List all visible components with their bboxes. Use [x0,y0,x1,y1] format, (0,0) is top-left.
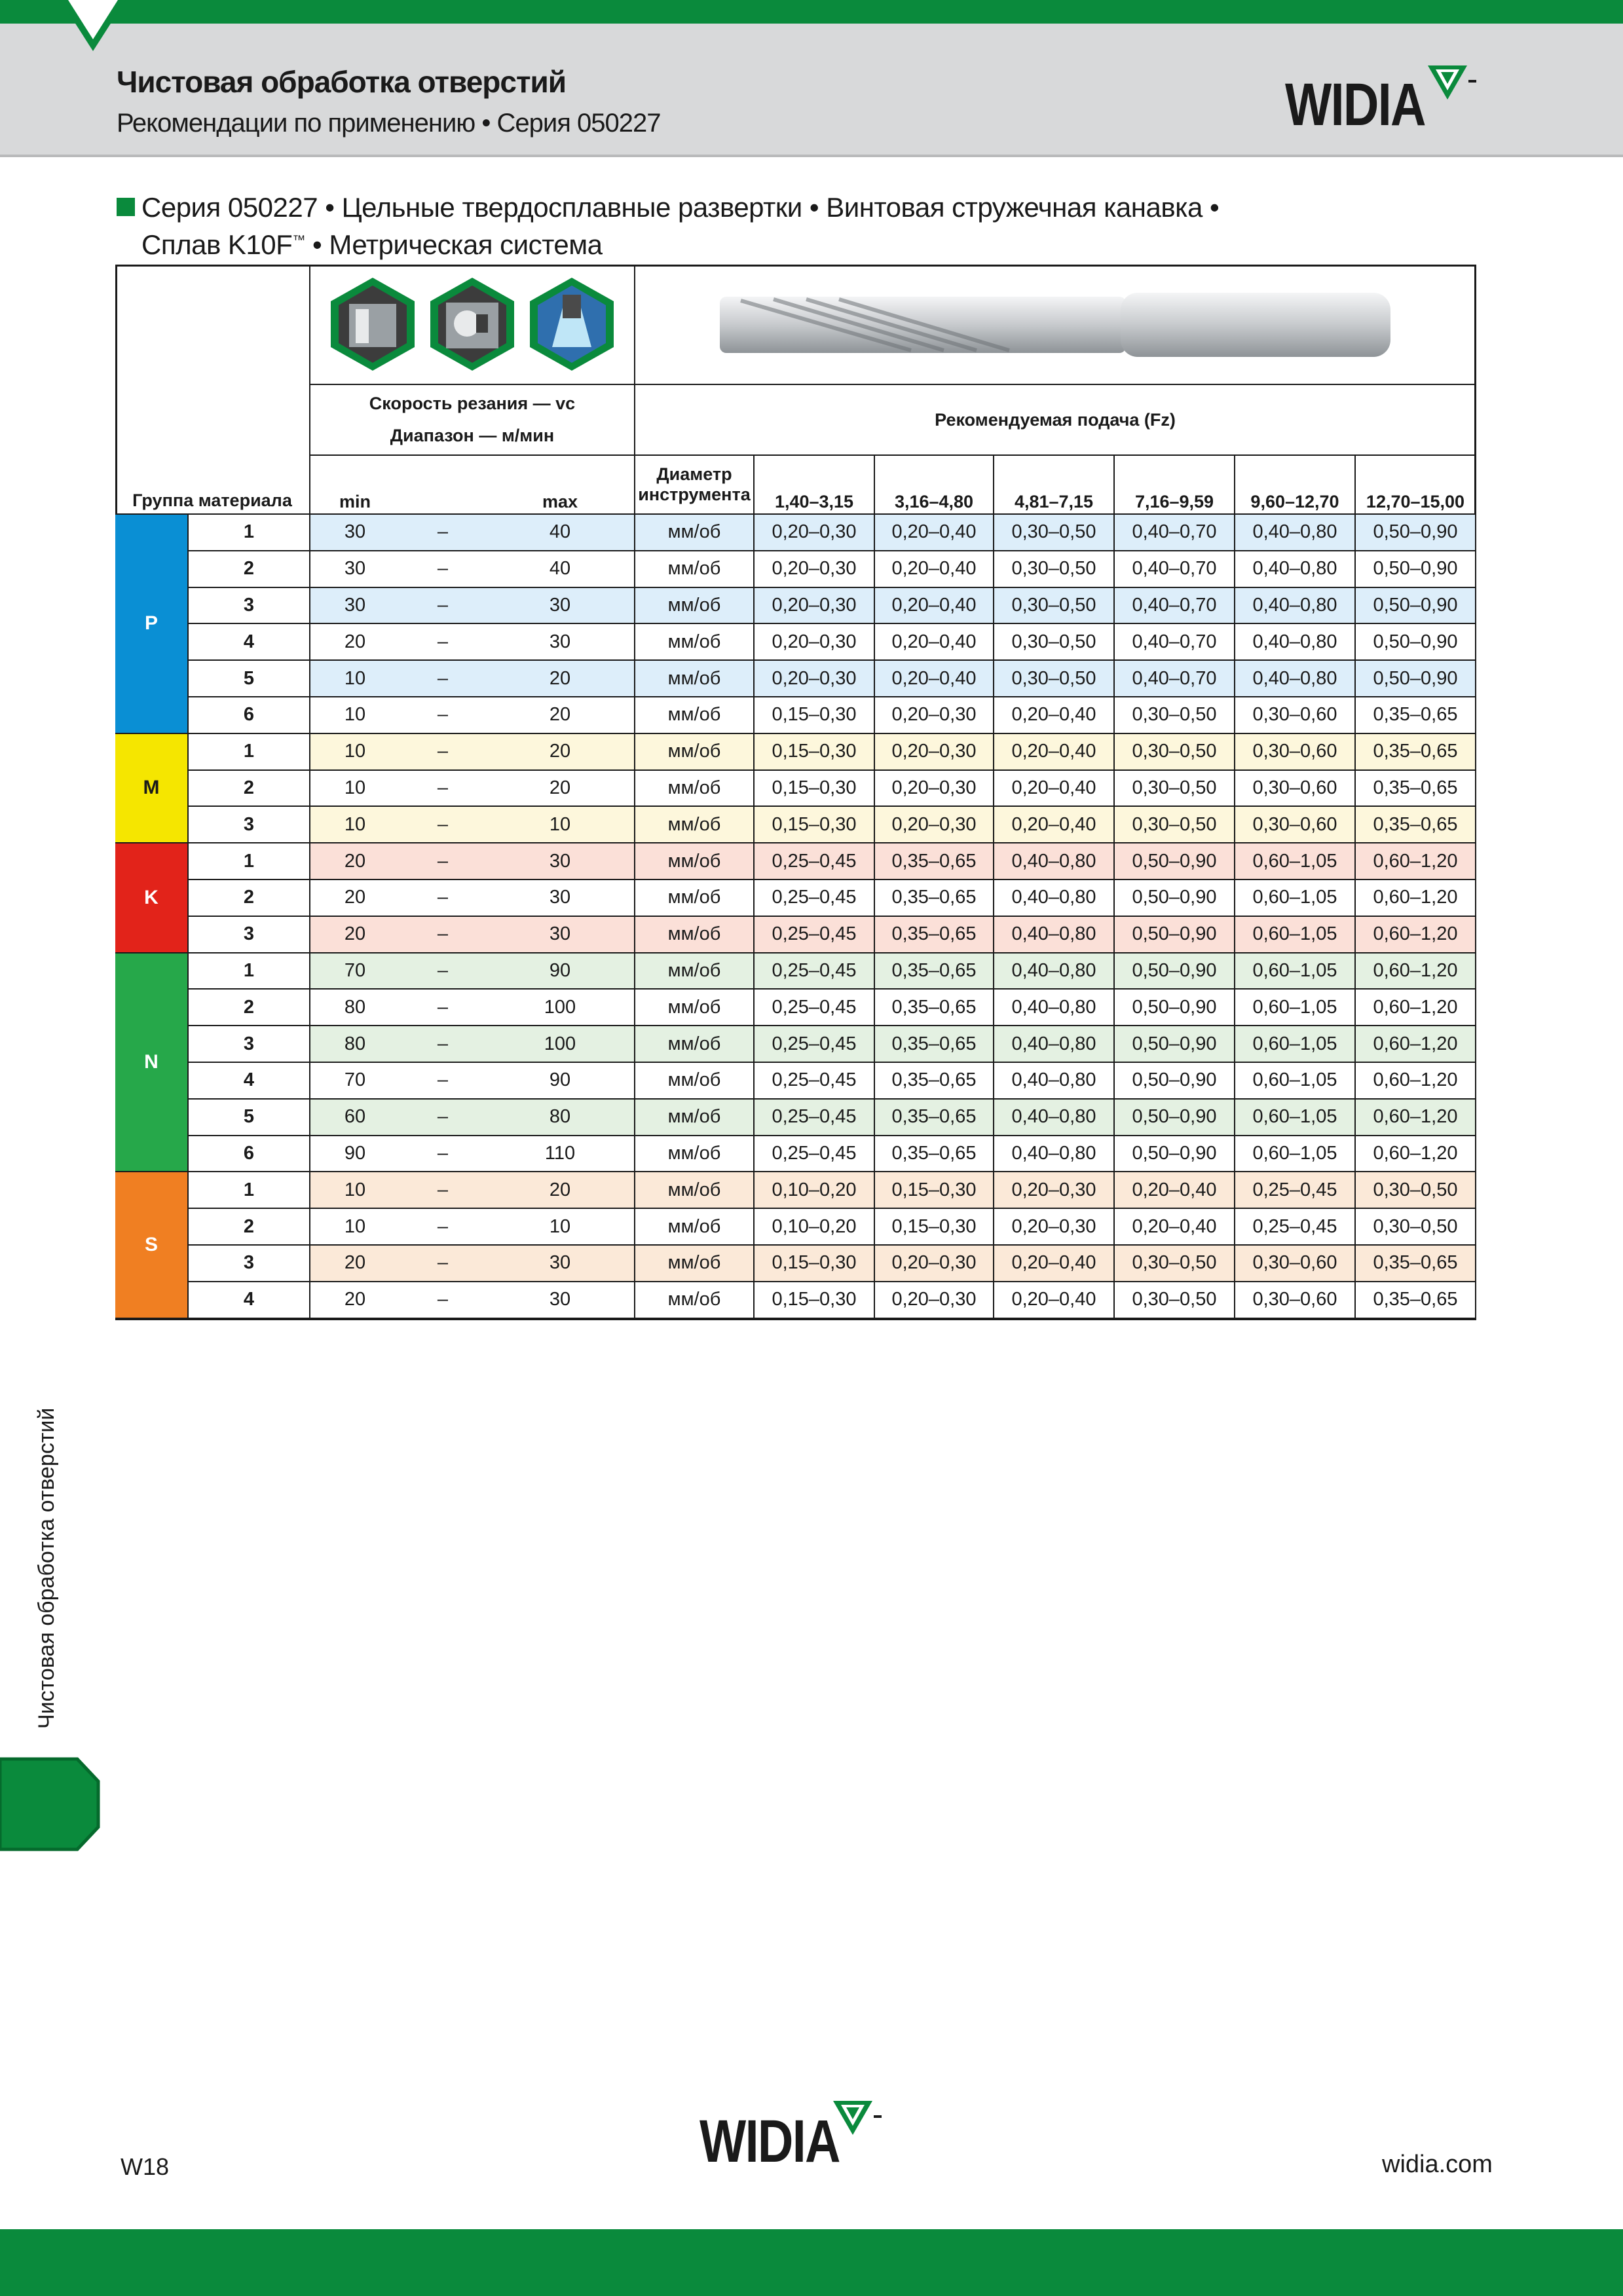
interrupted-hole-icon [426,275,518,373]
feed-value: 0,25–0,45 [755,1136,875,1173]
sub-group-number: 4 [189,1282,310,1319]
feed-value: 0,25–0,45 [1235,1172,1356,1209]
feed-value: 0,40–0,80 [1235,624,1356,661]
reamer-tool-image [635,265,1475,385]
widia-logo-bottom: WIDIA [700,2108,840,2175]
widia-logo-mark-bottom [832,2098,884,2138]
feed-value: 0,20–0,40 [994,1246,1115,1282]
speed-max: 10 [486,807,635,843]
feed-value: 0,40–0,80 [994,1100,1115,1136]
feed-value: 0,35–0,65 [875,880,994,917]
feed-value: 0,20–0,30 [994,1209,1115,1246]
feed-value: 0,50–0,90 [1115,917,1235,954]
speed-min: 10 [310,1172,400,1209]
feed-unit: мм/об [635,551,755,588]
feed-unit: мм/об [635,1063,755,1100]
feed-value: 0,30–0,50 [994,551,1115,588]
feed-value: 0,20–0,30 [994,1172,1115,1209]
feed-unit: мм/об [635,1136,755,1173]
feed-value: 0,60–1,20 [1356,880,1475,917]
feed-header: Рекомендуемая подача (Fz) [635,385,1475,456]
through-hole-icon [327,275,419,373]
speed-min: 20 [310,917,400,954]
material-group-s: S [115,1172,189,1318]
feed-value: 0,20–0,40 [994,807,1115,843]
feed-unit: мм/об [635,807,755,843]
feed-value: 0,30–0,60 [1235,734,1356,771]
sub-group-number: 1 [189,954,310,990]
diameter-range-header: 12,70–15,00 [1356,456,1475,515]
feed-unit: мм/об [635,697,755,734]
feed-value: 0,40–0,80 [994,917,1115,954]
speed-min: 80 [310,990,400,1026]
feed-value: 0,40–0,80 [994,954,1115,990]
feed-value: 0,35–0,65 [1356,697,1475,734]
trademark-mark: ™ [292,233,305,248]
feed-value: 0,50–0,90 [1356,661,1475,697]
feed-value: 0,40–0,70 [1115,515,1235,551]
feed-value: 0,50–0,90 [1115,843,1235,880]
reamer-tool-image-svg [715,285,1396,363]
feed-value: 0,20–0,40 [875,551,994,588]
feed-value: 0,30–0,50 [1115,1282,1235,1319]
diameter-header: Диаметр инструмента [635,456,755,515]
feed-value: 0,30–0,50 [994,588,1115,625]
feed-value: 0,30–0,50 [1115,734,1235,771]
sub-group-number: 6 [189,1136,310,1173]
feed-value: 0,25–0,45 [755,880,875,917]
feed-value: 0,50–0,90 [1115,1136,1235,1173]
header-notch-inner [68,0,118,39]
feed-value: 0,50–0,90 [1356,515,1475,551]
widia-logo-mark [1427,63,1479,102]
feed-value: 0,15–0,30 [755,1246,875,1282]
feed-value: 0,10–0,20 [755,1172,875,1209]
speed-min: 30 [310,551,400,588]
feed-value: 0,40–0,70 [1115,661,1235,697]
feed-value: 0,60–1,05 [1235,1136,1356,1173]
speed-max: 30 [486,917,635,954]
feed-value: 0,60–1,05 [1235,917,1356,954]
feed-value: 0,20–0,30 [755,624,875,661]
feed-value: 0,25–0,45 [1235,1209,1356,1246]
feed-value: 0,35–0,65 [875,990,994,1026]
sub-group-number: 2 [189,771,310,807]
speed-min: 20 [310,624,400,661]
material-group-p: P [115,515,189,734]
speed-dash: – [400,661,486,697]
feed-value: 0,35–0,65 [875,1063,994,1100]
feed-value: 0,20–0,30 [875,697,994,734]
feed-unit: мм/об [635,661,755,697]
feed-value: 0,30–0,50 [1115,697,1235,734]
page-subtitle: Рекомендации по применению • Серия 050227 [117,109,661,138]
feed-value: 0,15–0,30 [875,1209,994,1246]
feed-value: 0,35–0,65 [875,1136,994,1173]
feed-value: 0,20–0,30 [755,551,875,588]
section-title-alloy: Сплав K10F [141,229,293,260]
speed-dash: – [400,697,486,734]
sub-group-number: 5 [189,661,310,697]
feed-value: 0,20–0,30 [875,807,994,843]
speed-dash: – [400,990,486,1026]
feed-value: 0,50–0,90 [1115,880,1235,917]
section-title-system: • Метрическая система [305,229,603,260]
feed-value: 0,50–0,90 [1115,1026,1235,1063]
speed-dash: – [400,917,486,954]
feed-value: 0,30–0,60 [1235,807,1356,843]
page-number: W18 [121,2153,170,2180]
speed-range-label: Диапазон — м/мин [390,426,555,445]
feed-value: 0,30–0,50 [1356,1209,1475,1246]
feed-value: 0,20–0,40 [875,588,994,625]
feed-value: 0,20–0,40 [994,697,1115,734]
sub-group-number: 3 [189,917,310,954]
feed-value: 0,20–0,30 [755,661,875,697]
feed-value: 0,40–0,80 [1235,515,1356,551]
feed-value: 0,30–0,60 [1235,697,1356,734]
feed-value: 0,40–0,80 [994,1026,1115,1063]
feed-value: 0,25–0,45 [755,917,875,954]
feed-value: 0,50–0,90 [1115,1063,1235,1100]
side-tab-label: Чистовая обработка отверстий [34,1407,59,1729]
feed-value: 0,20–0,40 [994,734,1115,771]
speed-header [310,385,635,456]
feed-value: 0,40–0,80 [1235,551,1356,588]
speed-min: 70 [310,1063,400,1100]
speed-max: 80 [486,1100,635,1136]
speed-dash: – [400,954,486,990]
speed-min: 10 [310,661,400,697]
diameter-range-header: 4,81–7,15 [994,456,1115,515]
material-group-m: M [115,734,189,843]
feed-value: 0,40–0,70 [1115,551,1235,588]
speed-max: 40 [486,515,635,551]
speed-max: 20 [486,697,635,734]
sub-group-number: 3 [189,807,310,843]
speed-max: 110 [486,1136,635,1173]
diameter-range-header: 1,40–3,15 [755,456,875,515]
feed-unit: мм/об [635,1246,755,1282]
speed-dash: – [400,1026,486,1063]
speed-max: 90 [486,1063,635,1100]
feed-value: 0,20–0,40 [1115,1209,1235,1246]
feed-value: 0,40–0,80 [994,880,1115,917]
feed-unit: мм/об [635,1100,755,1136]
speed-min: 20 [310,880,400,917]
sub-group-number: 1 [189,843,310,880]
sub-group-number: 2 [189,880,310,917]
section-title [117,191,1219,261]
speed-label: Скорость резания — vc [369,394,576,413]
feed-unit: мм/об [635,954,755,990]
feed-value: 0,30–0,50 [1356,1172,1475,1209]
speed-dash: – [400,515,486,551]
feed-value: 0,15–0,30 [755,1282,875,1319]
speed-max: 20 [486,1172,635,1209]
feed-value: 0,15–0,30 [755,807,875,843]
speed-max: 100 [486,1026,635,1063]
speed-min: 10 [310,807,400,843]
feed-value: 0,60–1,05 [1235,1063,1356,1100]
speed-max: 90 [486,954,635,990]
diameter-range-header: 7,16–9,59 [1115,456,1235,515]
feed-value: 0,25–0,45 [755,990,875,1026]
speed-dash: – [400,1209,486,1246]
speed-dash: – [400,588,486,625]
feed-value: 0,20–0,30 [875,1246,994,1282]
diameter-range-header: 9,60–12,70 [1235,456,1356,515]
feed-unit: мм/об [635,843,755,880]
speed-dash: – [400,1063,486,1100]
speed-min: 10 [310,734,400,771]
top-bar [0,0,1623,24]
speed-max: 30 [486,588,635,625]
feed-value: 0,40–0,70 [1115,588,1235,625]
feed-value: 0,35–0,65 [1356,807,1475,843]
min-header: min [310,456,400,515]
feed-value: 0,35–0,65 [875,1100,994,1136]
feed-value: 0,50–0,90 [1115,1100,1235,1136]
speed-dash: – [400,771,486,807]
feed-unit: мм/об [635,588,755,625]
feed-value: 0,60–1,05 [1235,1100,1356,1136]
speed-max: 20 [486,734,635,771]
feed-value: 0,30–0,50 [994,515,1115,551]
speed-max: 20 [486,661,635,697]
feed-unit: мм/об [635,771,755,807]
feed-unit: мм/об [635,1282,755,1319]
feed-value: 0,10–0,20 [755,1209,875,1246]
feed-unit: мм/об [635,734,755,771]
feed-value: 0,30–0,50 [1115,807,1235,843]
feed-value: 0,20–0,30 [875,771,994,807]
feed-unit: мм/об [635,1209,755,1246]
feed-value: 0,20–0,40 [994,1282,1115,1319]
feed-value: 0,35–0,65 [875,1026,994,1063]
sub-group-number: 2 [189,990,310,1026]
feed-value: 0,25–0,45 [755,1100,875,1136]
sub-group-number: 4 [189,1063,310,1100]
feed-value: 0,30–0,50 [994,661,1115,697]
section-bullet [117,198,135,216]
footer-bar [0,2229,1623,2296]
feed-value: 0,25–0,45 [755,954,875,990]
speed-min: 90 [310,1136,400,1173]
feed-value: 0,40–0,80 [994,990,1115,1026]
diameter-range-header: 3,16–4,80 [875,456,994,515]
feed-value: 0,40–0,80 [994,843,1115,880]
speed-min: 70 [310,954,400,990]
speed-max: 30 [486,880,635,917]
sub-group-number: 6 [189,697,310,734]
speed-min: 30 [310,588,400,625]
feed-value: 0,30–0,60 [1235,1246,1356,1282]
feed-value: 0,35–0,65 [1356,1246,1475,1282]
feed-value: 0,25–0,45 [755,1026,875,1063]
feed-value: 0,40–0,80 [994,1063,1115,1100]
feed-value: 0,35–0,65 [875,843,994,880]
speed-max: 40 [486,551,635,588]
speed-min: 30 [310,515,400,551]
sub-group-number: 1 [189,734,310,771]
material-group-header: Группа материала [115,265,310,515]
speed-dash: – [400,807,486,843]
feed-value: 0,60–1,20 [1356,1063,1475,1100]
feed-value: 0,15–0,30 [755,697,875,734]
feed-value: 0,60–1,20 [1356,990,1475,1026]
feed-value: 0,20–0,40 [875,515,994,551]
sub-group-number: 1 [189,1172,310,1209]
page-title: Чистовая обработка отверстий [117,65,567,99]
feed-value: 0,20–0,40 [875,624,994,661]
max-header: max [486,456,635,515]
feed-value: 0,40–0,70 [1115,624,1235,661]
feed-value: 0,50–0,90 [1115,954,1235,990]
feed-value: 0,35–0,65 [875,917,994,954]
speed-max: 100 [486,990,635,1026]
feed-value: 0,50–0,90 [1356,551,1475,588]
feed-value: 0,15–0,30 [875,1172,994,1209]
speed-dash: – [400,624,486,661]
feed-value: 0,15–0,30 [755,771,875,807]
feed-value: 0,20–0,30 [755,515,875,551]
feed-value: 0,60–1,05 [1235,990,1356,1026]
feed-value: 0,60–1,20 [1356,954,1475,990]
speed-dash: – [400,1100,486,1136]
feed-value: 0,20–0,40 [994,771,1115,807]
speed-max: 30 [486,624,635,661]
speed-dash: – [400,880,486,917]
speed-dash: – [400,1282,486,1319]
feed-value: 0,50–0,90 [1115,990,1235,1026]
speed-min: 10 [310,1209,400,1246]
sub-group-number: 3 [189,1026,310,1063]
feed-value: 0,30–0,50 [1115,1246,1235,1282]
sub-group-number: 1 [189,515,310,551]
coolant-icon [526,275,618,373]
section-title-line1: Серия 050227 • Цельные твердосплавные развертки • Винтовая стружечная канавка • [141,192,1220,223]
feed-value: 0,35–0,65 [1356,771,1475,807]
feed-value: 0,30–0,50 [994,624,1115,661]
feed-value: 0,20–0,30 [875,734,994,771]
sub-group-number: 5 [189,1100,310,1136]
speed-dash: – [400,734,486,771]
feed-unit: мм/об [635,880,755,917]
speed-max: 20 [486,771,635,807]
feed-value: 0,25–0,45 [755,1063,875,1100]
sub-group-number: 3 [189,588,310,625]
speed-dash: – [400,551,486,588]
feed-value: 0,60–1,20 [1356,1026,1475,1063]
feed-unit: мм/об [635,1026,755,1063]
feed-value: 0,60–1,05 [1235,880,1356,917]
feed-value: 0,50–0,90 [1356,588,1475,625]
speed-min: 20 [310,1246,400,1282]
feed-unit: мм/об [635,917,755,954]
speed-max: 30 [486,1246,635,1282]
feed-value: 0,50–0,90 [1356,624,1475,661]
speed-min: 10 [310,771,400,807]
side-tab [0,1756,102,1852]
website-link[interactable]: widia.com [1382,2151,1493,2178]
feed-unit: мм/об [635,1172,755,1209]
material-group-k: K [115,843,189,953]
feed-unit: мм/об [635,624,755,661]
speed-dash: – [400,843,486,880]
feed-value: 0,30–0,50 [1115,771,1235,807]
feed-value: 0,60–1,05 [1235,1026,1356,1063]
feed-unit: мм/об [635,990,755,1026]
speed-max: 10 [486,1209,635,1246]
sub-group-number: 3 [189,1246,310,1282]
speed-min: 60 [310,1100,400,1136]
speed-dash: – [400,1246,486,1282]
feed-value: 0,15–0,30 [755,734,875,771]
material-group-n: N [115,954,189,1173]
sub-group-number: 4 [189,624,310,661]
feed-value: 0,20–0,30 [875,1282,994,1319]
feed-value: 0,60–1,20 [1356,843,1475,880]
feed-value: 0,40–0,80 [1235,588,1356,625]
feed-value: 0,60–1,20 [1356,1136,1475,1173]
feed-unit: мм/об [635,515,755,551]
feed-value: 0,40–0,80 [1235,661,1356,697]
feed-value: 0,60–1,05 [1235,843,1356,880]
application-icons [310,265,635,385]
feed-value: 0,20–0,30 [755,588,875,625]
speed-min: 20 [310,1282,400,1319]
speed-min: 20 [310,843,400,880]
feed-value: 0,60–1,05 [1235,954,1356,990]
feed-value: 0,20–0,40 [875,661,994,697]
speed-dash: – [400,1136,486,1173]
feed-value: 0,60–1,20 [1356,917,1475,954]
widia-logo-top: WIDIA [1285,71,1425,138]
feed-value: 0,60–1,20 [1356,1100,1475,1136]
speed-max: 30 [486,1282,635,1319]
feed-value: 0,30–0,60 [1235,771,1356,807]
speed-min: 80 [310,1026,400,1063]
sub-group-number: 2 [189,551,310,588]
feed-value: 0,40–0,80 [994,1136,1115,1173]
feed-value: 0,35–0,65 [875,954,994,990]
feed-value: 0,20–0,40 [1115,1172,1235,1209]
feed-value: 0,35–0,65 [1356,734,1475,771]
feed-value: 0,25–0,45 [755,843,875,880]
feed-value: 0,30–0,60 [1235,1282,1356,1319]
speed-min: 10 [310,697,400,734]
speed-dash: – [400,1172,486,1209]
feed-value: 0,35–0,65 [1356,1282,1475,1319]
min-max-spacer [400,456,486,515]
sub-group-number: 2 [189,1209,310,1246]
speed-max: 30 [486,843,635,880]
